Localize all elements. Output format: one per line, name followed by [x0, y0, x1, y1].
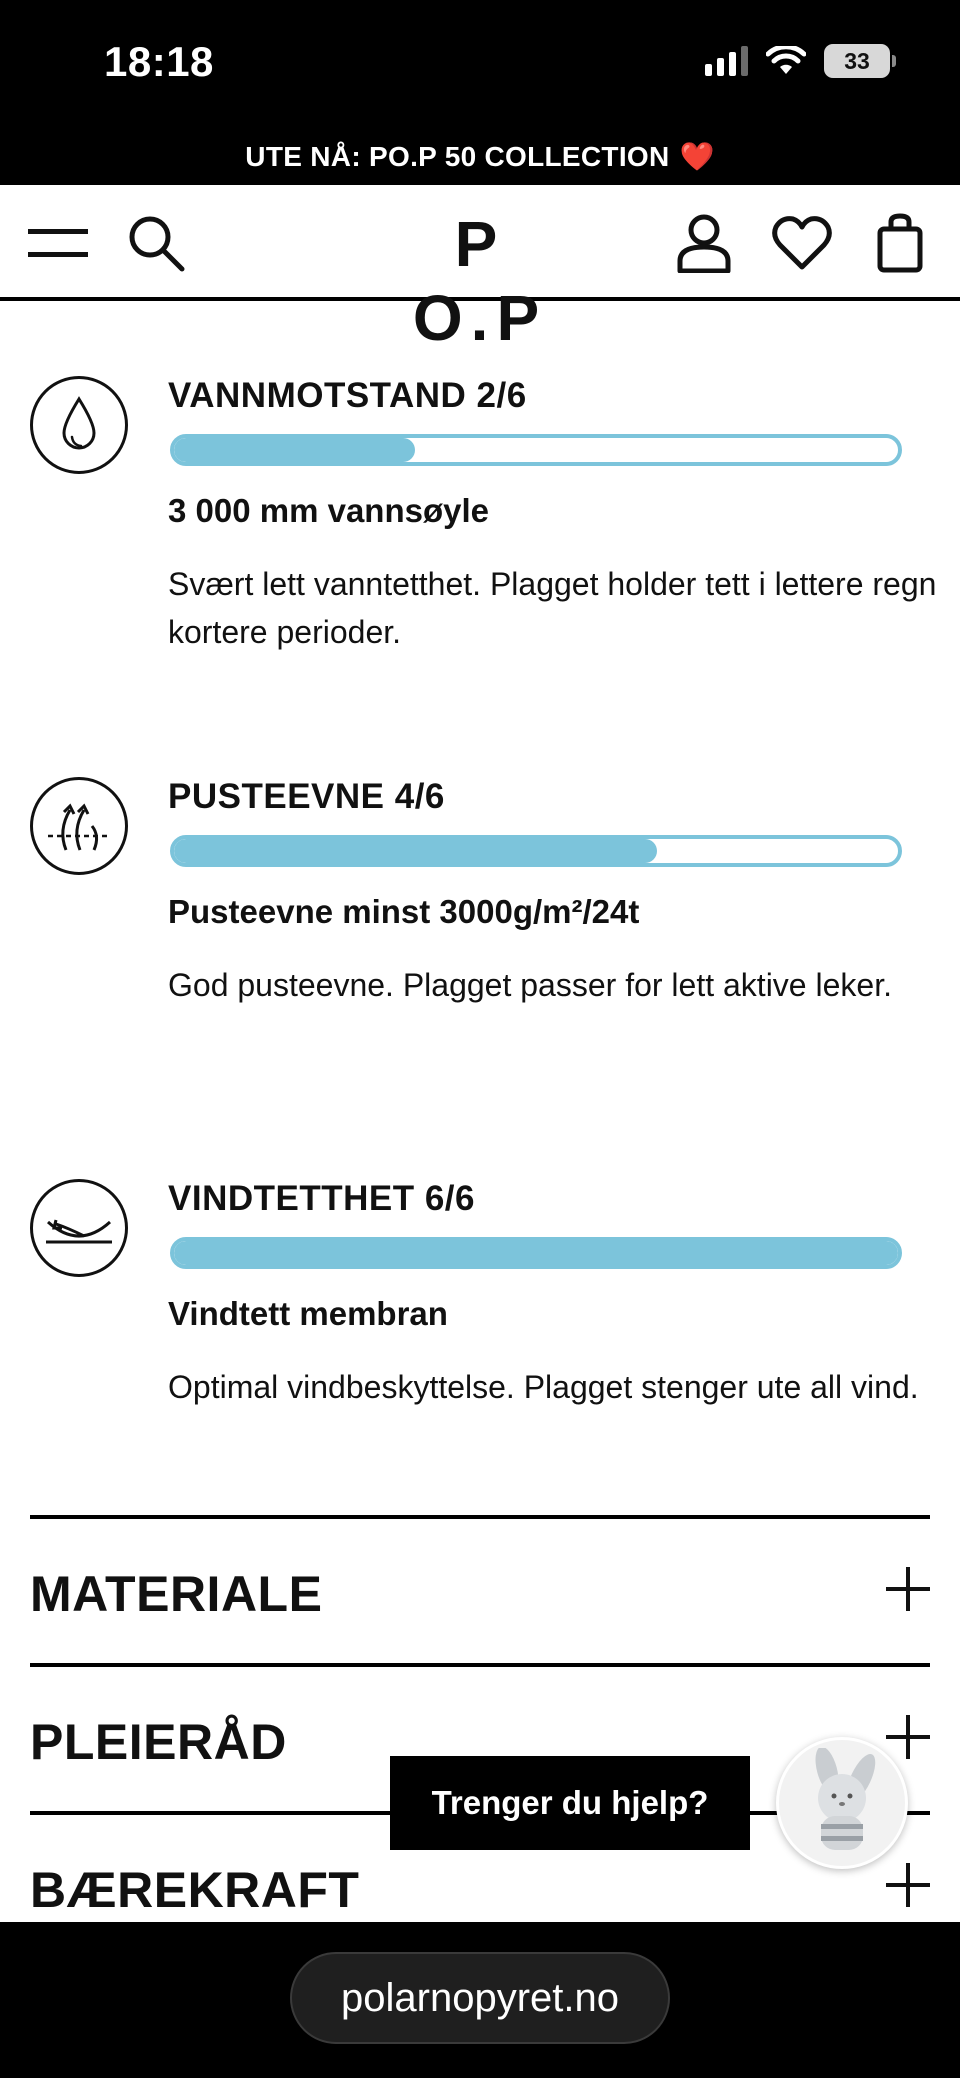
help-chat-button[interactable] [390, 1756, 750, 1850]
feature-description: Svært lett vanntetthet. Plagget holder tett i lettere regn kortere perioder. [168, 566, 937, 650]
announcement-text: UTE NÅ: PO.P 50 COLLECTION [245, 140, 670, 172]
rating-bar-fill [174, 839, 657, 863]
accordion-label: MATERIALE [30, 1566, 323, 1622]
wifi-icon [766, 46, 806, 76]
rating-bar [170, 1237, 902, 1269]
account-icon[interactable] [674, 213, 734, 273]
rating-bar-fill [174, 438, 415, 462]
url-text: polarnopyret.no [341, 1975, 619, 2020]
battery-level: 33 [844, 47, 870, 74]
announcement-bar[interactable] [0, 128, 960, 185]
accordion-materiale[interactable] [30, 1515, 930, 1663]
signal-icon [705, 46, 748, 76]
status-icons [705, 44, 890, 78]
feature-title: VANNMOTSTAND 2/6 [168, 376, 527, 415]
feature-subtitle: Pusteevne minst 3000g/m²/24t [168, 893, 640, 930]
rating-bar [170, 835, 902, 867]
wind-icon [30, 1179, 128, 1277]
feature-title: PUSTEEVNE 4/6 [168, 777, 445, 816]
accordion-label: PLEIERÅD [30, 1714, 287, 1770]
breathability-icon [30, 777, 128, 875]
water-drop-icon [30, 376, 128, 474]
plus-icon[interactable] [886, 1863, 930, 1907]
plus-icon[interactable] [886, 1567, 930, 1611]
status-time: 18:18 [104, 38, 214, 85]
status-bar [0, 0, 960, 128]
battery-icon [824, 44, 890, 78]
browser-bar [0, 1922, 960, 2078]
site-header [0, 185, 960, 354]
feature-title: VINDTETTHET 6/6 [168, 1179, 475, 1218]
accordion-label: BÆREKRAFT [30, 1862, 360, 1918]
search-icon[interactable] [126, 213, 186, 273]
bunny-icon [787, 1748, 897, 1858]
chat-bunny-avatar[interactable] [776, 1737, 908, 1869]
site-logo[interactable]: P O.P [412, 208, 548, 354]
plus-icon[interactable] [886, 1715, 930, 1759]
bag-icon[interactable] [870, 213, 930, 273]
feature-subtitle: Vindtett membran [168, 1295, 448, 1332]
url-bar[interactable] [290, 1952, 670, 2044]
heart-emoji-icon: ❤️ [679, 141, 715, 172]
rating-bar-fill [174, 1241, 898, 1265]
rating-bar [170, 434, 902, 466]
feature-description: Optimal vindbeskyttelse. Plagget stenger ute all vind. [168, 1369, 919, 1405]
menu-icon[interactable] [28, 213, 88, 273]
wishlist-icon[interactable] [772, 213, 832, 273]
help-chat-label: Trenger du hjelp? [431, 1784, 709, 1821]
feature-subtitle: 3 000 mm vannsøyle [168, 492, 490, 529]
feature-description: God pusteevne. Plagget passer for lett aktive leker. [168, 967, 892, 1003]
